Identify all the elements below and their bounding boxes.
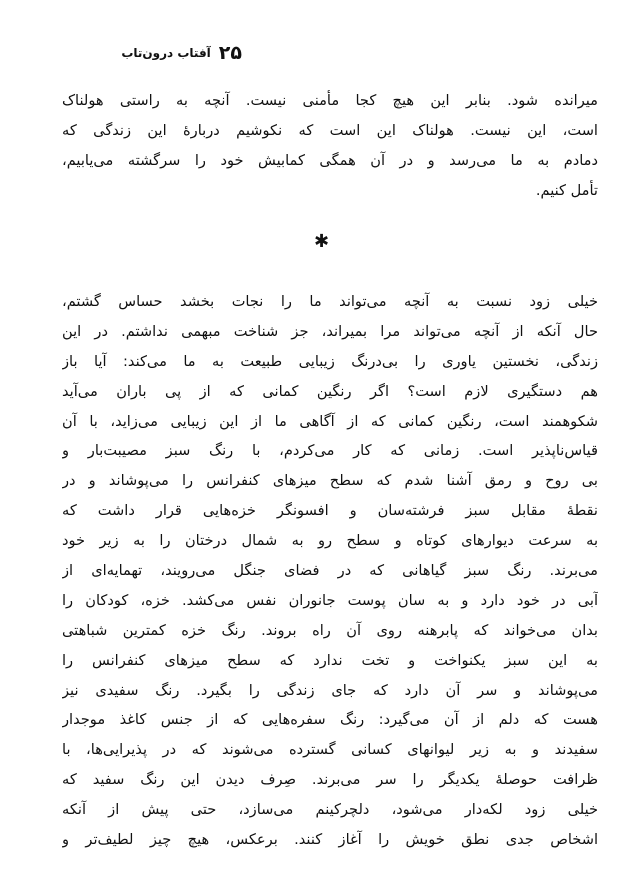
- book-title: آفتاب درون‌تاب: [121, 46, 211, 60]
- section-separator-icon: ✱: [313, 231, 330, 252]
- text-line: آبی در خود دارد و به سان پوست جانوران نفس می‌کشد. خزه، کودکان را: [62, 591, 598, 609]
- text-line: قیاس‌ناپذیر است. زمانی که کار می‌کردم، با رنگ سبز مصیبت‌بار و: [62, 442, 598, 460]
- text-line: سفیدند و به زیر لیوانهای کسانی گسترده می‌شوند که در پذیرایی‌ها، با: [62, 741, 598, 759]
- text-line: اشخاص جدی نطق خویش را آغاز کنند. برعکس، هیچ چیز لطیف‌تر و: [62, 831, 598, 849]
- text-line: بدان می‌خواند که پابرهنه روی آن راه بروند. رنگ خزه کمترین شباهتی: [62, 621, 598, 639]
- text-line: هست که دلم از آن می‌گیرد: رنگ سفره‌هایی که از جنس کاغذ موجدار: [62, 711, 598, 729]
- text-line: شکوهمند است، رنگین کمانی که از آگاهی ما از این زیبایی می‌زاید، با آن: [62, 412, 598, 430]
- text-line: خیلی زود نسبت به آنچه می‌تواند ما را نجات بخشد حساس گشتم،: [62, 293, 598, 310]
- running-head: [62, 40, 242, 66]
- paragraph-1: [62, 86, 598, 206]
- text-line: بی روح و رمق آشنا شدم که سطح میزهای کنفرانس را می‌پوشاند و در: [62, 472, 598, 490]
- text-line: است، این نیست. هولناک این است که نکوشیم دربارهٔ این زندگی که: [62, 121, 598, 139]
- text-line: نقطهٔ مقابل سبز فرشته‌سان و افسونگر خزه‌هایی قرار داشت که: [62, 502, 598, 520]
- text-line: هم دستگیری لازم است؟ اگر رنگین کمانی که از پی باران می‌آید: [62, 382, 598, 400]
- page-number: ۲۵: [218, 42, 242, 64]
- text-line: ظرافت حوصلهٔ یکدیگر را سر می‌برند. صِرف دیدن این رنگ سفید که: [62, 771, 598, 789]
- text-line: تأمل کنیم.: [535, 181, 598, 199]
- text-line: خیلی زود لکه‌دار می‌شود، دلچرکینم می‌سازد، حتی پیش از آنکه: [62, 801, 598, 819]
- text-line: دمادم به ما می‌رسد و در آن همگی کمابیش خود را سرگشته می‌یابیم،: [62, 151, 598, 169]
- text-line: به این سبز یکنواخت و تخت ندارد که سطح میزهای کنفرانس را: [62, 651, 598, 669]
- paragraph-2: [62, 287, 598, 855]
- text-line: می‌پوشاند و سر آن دارد که جای زندگی را بگیرد. رنگ سفیدی نیز: [62, 681, 598, 699]
- text-line: حال آنکه از آنچه می‌تواند مرا بمیراند، جز شناخت مبهمی نداشتم. در این: [62, 322, 598, 340]
- text-line: زندگی، نخستین یاوری را بی‌درنگ زیبایی طبیعت به ما می‌کند: آیا باز: [62, 352, 598, 370]
- text-line: می‌برند. رنگ سبز گیاهانی که در فضای جنگل می‌رویند، تهمایه‌ای از: [62, 562, 598, 580]
- text-line: به سرعت دیوارهای کوتاه و سطح رو به شمال درختان را به زیر خود: [62, 532, 598, 550]
- text-line: میرانده شود. بنابر این هیچ کجا مأمنی نیست. آنچه به راستی هولناک: [62, 92, 598, 109]
